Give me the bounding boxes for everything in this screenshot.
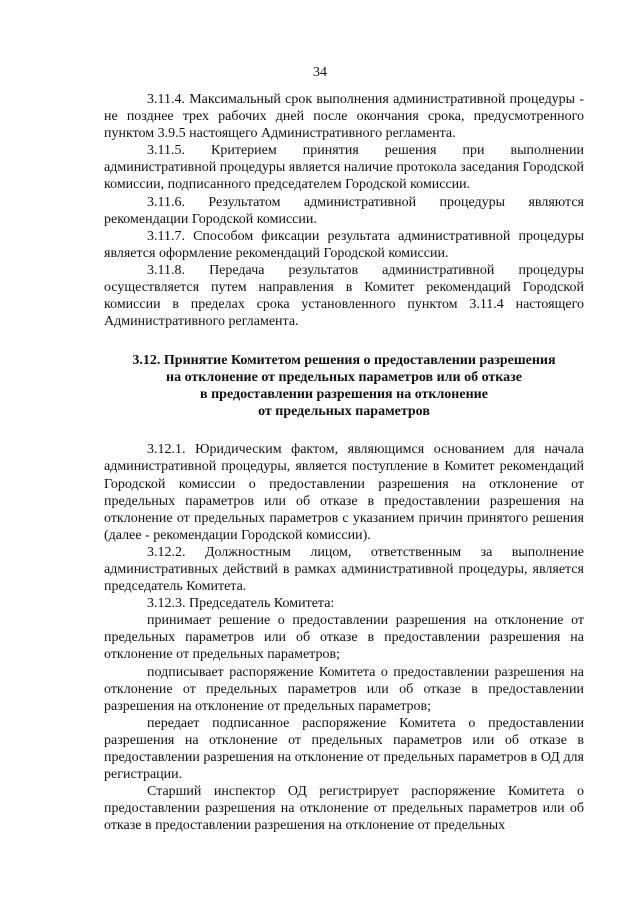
paragraph-3-12-1: 3.12.1. Юридическим фактом, являющимся основанием для начала административной процедуры, является поступление в Комитет рекомендаций Городской комиссии о предоставлении разрешения на отклонение от предельных параметров или об отказе в предоставлении разрешения на отклонение от предельных параметров с указанием причин принятого решения (далее - рекомендации Городской комиссии). <box>104 442 584 543</box>
page-number: 34 <box>313 65 327 80</box>
section-heading-line: от предельных параметров <box>258 404 430 420</box>
paragraph-3-12-2: 3.12.2. Должностным лицом, ответственным за выполнение административных действий в рамках административной процедуры, является председатель Комитета. <box>104 544 584 595</box>
section-heading-line: в предоставлении разрешения на отклонение <box>200 387 488 403</box>
paragraph-3-11-6: 3.11.6. Результатом административной процедуры являются рекомендации Городской комиссии. <box>104 194 584 227</box>
paragraph-3-11-4: 3.11.4. Максимальный срок выполнения административной процедуры - не позднее трех рабочих дней после окончания срока, предусмотренного пунктом 3.9.5 настоящего Административного регламента. <box>104 92 584 142</box>
section-heading-line: на отклонение от предельных параметров или об отказе <box>166 370 522 386</box>
section-heading-3-12 <box>104 352 584 420</box>
paragraph-registration: Старший инспектор ОД регистрирует распоряжение Комитета о предоставлении разрешения на отклонение от предельных параметров или об отказе в предоставлении разрешения на отклонение от предельных <box>104 784 584 834</box>
document-body <box>104 91 584 834</box>
list-item-decision: принимает решение о предоставлении разрешения на отклонение от предельных параметров или об отказе в предоставлении разрешения на отклонение от предельных параметров; <box>104 613 584 663</box>
list-item-signing: подписывает распоряжение Комитета о предоставлении разрешения на отклонение от предельных параметров или об отказе в предоставлении разрешения на отклонение от предельных параметров; <box>104 664 584 714</box>
paragraph-3-11-8: 3.11.8. Передача результатов административной процедуры осуществляется путем направления в Комитет рекомендаций Городской комиссии в пределах срока установленного пунктом 3.11.4 настоящего Административного регламента. <box>104 262 584 330</box>
list-item-transfer: передает подписанное распоряжение Комитета о предоставлении разрешения на отклонение от предельных параметров или об отказе в предоставлении разрешения на отклонение от предельных параметров в ОД для регистрации. <box>104 715 584 783</box>
section-heading-line: 3.12. Принятие Комитетом решения о предоставлении разрешения <box>132 353 556 369</box>
paragraph-3-11-5: 3.11.5. Критерием принятия решения при выполнении административной процедуры является наличие протокола заседания Городской комиссии, подписанного председателем Городской комиссии. <box>104 143 584 193</box>
paragraph-3-11-7: 3.11.7. Способом фиксации результата административной процедуры является оформление рекомендаций Городской комиссии. <box>104 228 584 261</box>
paragraph-3-12-3: 3.12.3. Председатель Комитета: <box>147 596 335 612</box>
